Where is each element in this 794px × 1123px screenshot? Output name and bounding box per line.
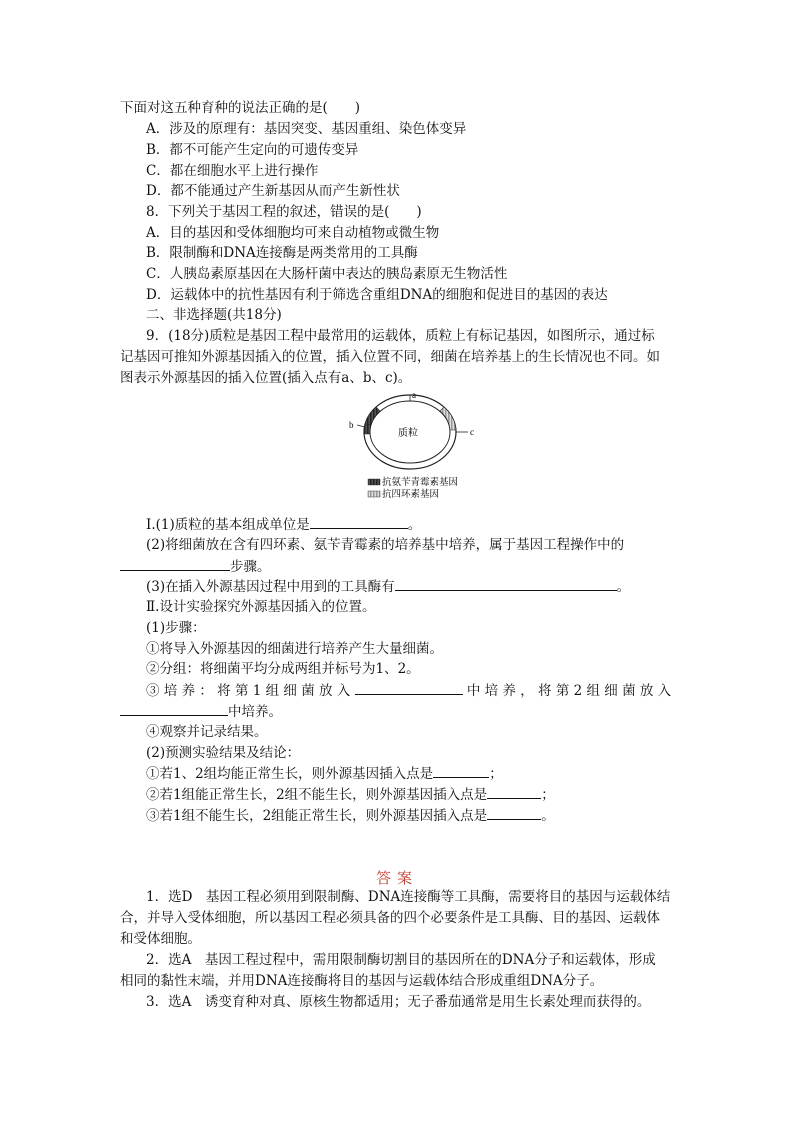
step-3-text-b: 中 培 养 ， 将 第 2 组 细 菌 放 入	[466, 683, 672, 699]
answer-blank-4[interactable]	[355, 681, 463, 695]
answer-2-line2: 相同的黏性末端，并用DNA连接酶将目的基因与运载体结合形成重组DNA分子。	[120, 973, 604, 989]
predict-3	[146, 806, 555, 825]
predict-3-end: 。	[541, 808, 555, 824]
answer-3-line1: 3．选A 诱变育种对真、原核生物都适用；无子番茄通常是用生长素处理而获得的。	[146, 994, 651, 1010]
answer-blank-8[interactable]	[487, 806, 541, 820]
plasmid-diagram	[340, 390, 480, 505]
legend-amp-swatch	[368, 479, 380, 485]
part1-q3	[146, 577, 630, 596]
answer-blank-3[interactable]	[395, 577, 617, 591]
part1-q3-text: (3)在插入外源基因过程中用到的工具酶有	[146, 579, 395, 595]
question-8-stem: 8．下列关于基因工程的叙述，错误的是( )	[146, 204, 422, 220]
answers-title: 答案	[375, 869, 418, 887]
answer-blank-2[interactable]	[120, 557, 230, 571]
plasmid-figure	[340, 390, 480, 505]
label-b: b	[349, 420, 354, 430]
marker-b-line	[357, 425, 365, 427]
legend-tet-label: 抗四环素基因	[382, 489, 440, 500]
step-3-line2	[120, 702, 282, 721]
part1-q1-end: 。	[407, 517, 422, 533]
step-3-text-a: ③ 培 养 ： 将 第 1 组 细 菌 放 入	[146, 683, 351, 699]
answer-1-line2: 合，并导入受体细胞，所以基因工程必须具备的四个必要条件是工具酶、目的基因、运载体	[120, 910, 660, 926]
option-7c: C．都在细胞水平上进行操作	[146, 163, 319, 179]
predict-1-text: ①若1、2组均能正常生长，则外源基因插入点是	[146, 766, 434, 782]
predict-heading: (2)预测实验结果及结论：	[146, 745, 301, 761]
option-8d: D．运载体中的抗性基因有利于筛选含重组DNA的细胞和促进目的基因的表达	[146, 287, 608, 303]
answer-blank-6[interactable]	[433, 764, 489, 778]
part1-q2-line2	[120, 557, 271, 576]
question-9-line-2: 记基因可推知外源基因插入的位置，插入位置不同，细菌在培养基上的生长情况也不同。如	[120, 349, 660, 365]
amp-resistance-gene-segment-2	[364, 424, 371, 434]
label-a: a	[412, 390, 416, 400]
predict-2-text: ②若1组能正常生长，2组不能生长，则外源基因插入点是	[146, 787, 488, 803]
part1-q3-end: 。	[616, 579, 631, 595]
predict-2	[146, 785, 555, 804]
option-7a: A．涉及的原理有：基因突变、基因重组、染色体变异	[146, 121, 467, 137]
question-9-line-1: 9．(18分)质粒是基因工程中最常用的运载体，质粒上有标记基因，如图所示，通过标	[146, 328, 655, 344]
answer-1-line3: 和受体细胞。	[120, 931, 201, 947]
question-9-line-3: 图表示外源基因的插入位置(插入点有a、b、c)。	[120, 370, 412, 386]
steps-heading: (1)步骤：	[146, 620, 206, 636]
option-7b: B．都不可能产生定向的可遗传变异	[146, 142, 359, 158]
step-4: ④观察并记录结果。	[146, 724, 268, 740]
option-8a: A．目的基因和受体细胞均可来自动植物或微生物	[146, 225, 440, 241]
option-8c: C．人胰岛素原基因在大肠杆菌中表达的胰岛素原无生物活性	[146, 266, 508, 282]
option-7d: D．都不能通过产生新基因从而产生新性状	[146, 183, 400, 199]
step-3-line1	[146, 681, 671, 700]
part1-q2-line1: (2)将细菌放在含有四环素、氨苄青霉素的培养基中培养，属于基因工程操作中的	[146, 537, 625, 553]
answer-blank-7[interactable]	[487, 785, 541, 799]
legend-tet-swatch	[368, 491, 380, 497]
legend-amp-label: 抗氨苄青霉素基因	[382, 477, 459, 488]
answer-blank-1[interactable]	[310, 515, 408, 529]
answer-blank-5[interactable]	[120, 702, 228, 716]
answer-1-line1: 1．选D 基因工程必须用到限制酶、DNA连接酶等工具酶，需要将目的基因与运载体结	[146, 889, 671, 905]
plasmid-center-label: 质粒	[398, 428, 418, 439]
step-3-end: 中培养。	[228, 704, 282, 720]
part1-q1-text: Ⅰ.(1)质粒的基本组成单位是	[146, 517, 310, 533]
section-heading: 二、非选择题(共18分)	[146, 307, 282, 323]
predict-1-end: ；	[489, 766, 503, 782]
part2-heading: Ⅱ.设计实验探究外源基因插入的位置。	[146, 599, 376, 615]
predict-2-end: ；	[541, 787, 555, 803]
part1-q1	[146, 515, 421, 534]
part1-q2-end: 步骤。	[230, 559, 271, 575]
step-1: ①将导入外源基因的细菌进行培养产生大量细菌。	[146, 641, 443, 657]
step-2: ②分组：将细菌平均分成两组并标号为1、2。	[146, 661, 420, 677]
predict-1	[146, 764, 503, 783]
option-8b: B．限制酶和DNA连接酶是两类常用的工具酶	[146, 245, 418, 261]
question-7-stem: 下面对这五种育种的说法正确的是( )	[120, 100, 361, 116]
answer-2-line1: 2．选A 基因工程过程中，需用限制酶切割目的基因所在的DNA分子和运载体，形成	[146, 952, 656, 968]
predict-3-text: ③若1组不能生长，2组能正常生长，则外源基因插入点是	[146, 808, 488, 824]
label-c: c	[470, 427, 474, 437]
